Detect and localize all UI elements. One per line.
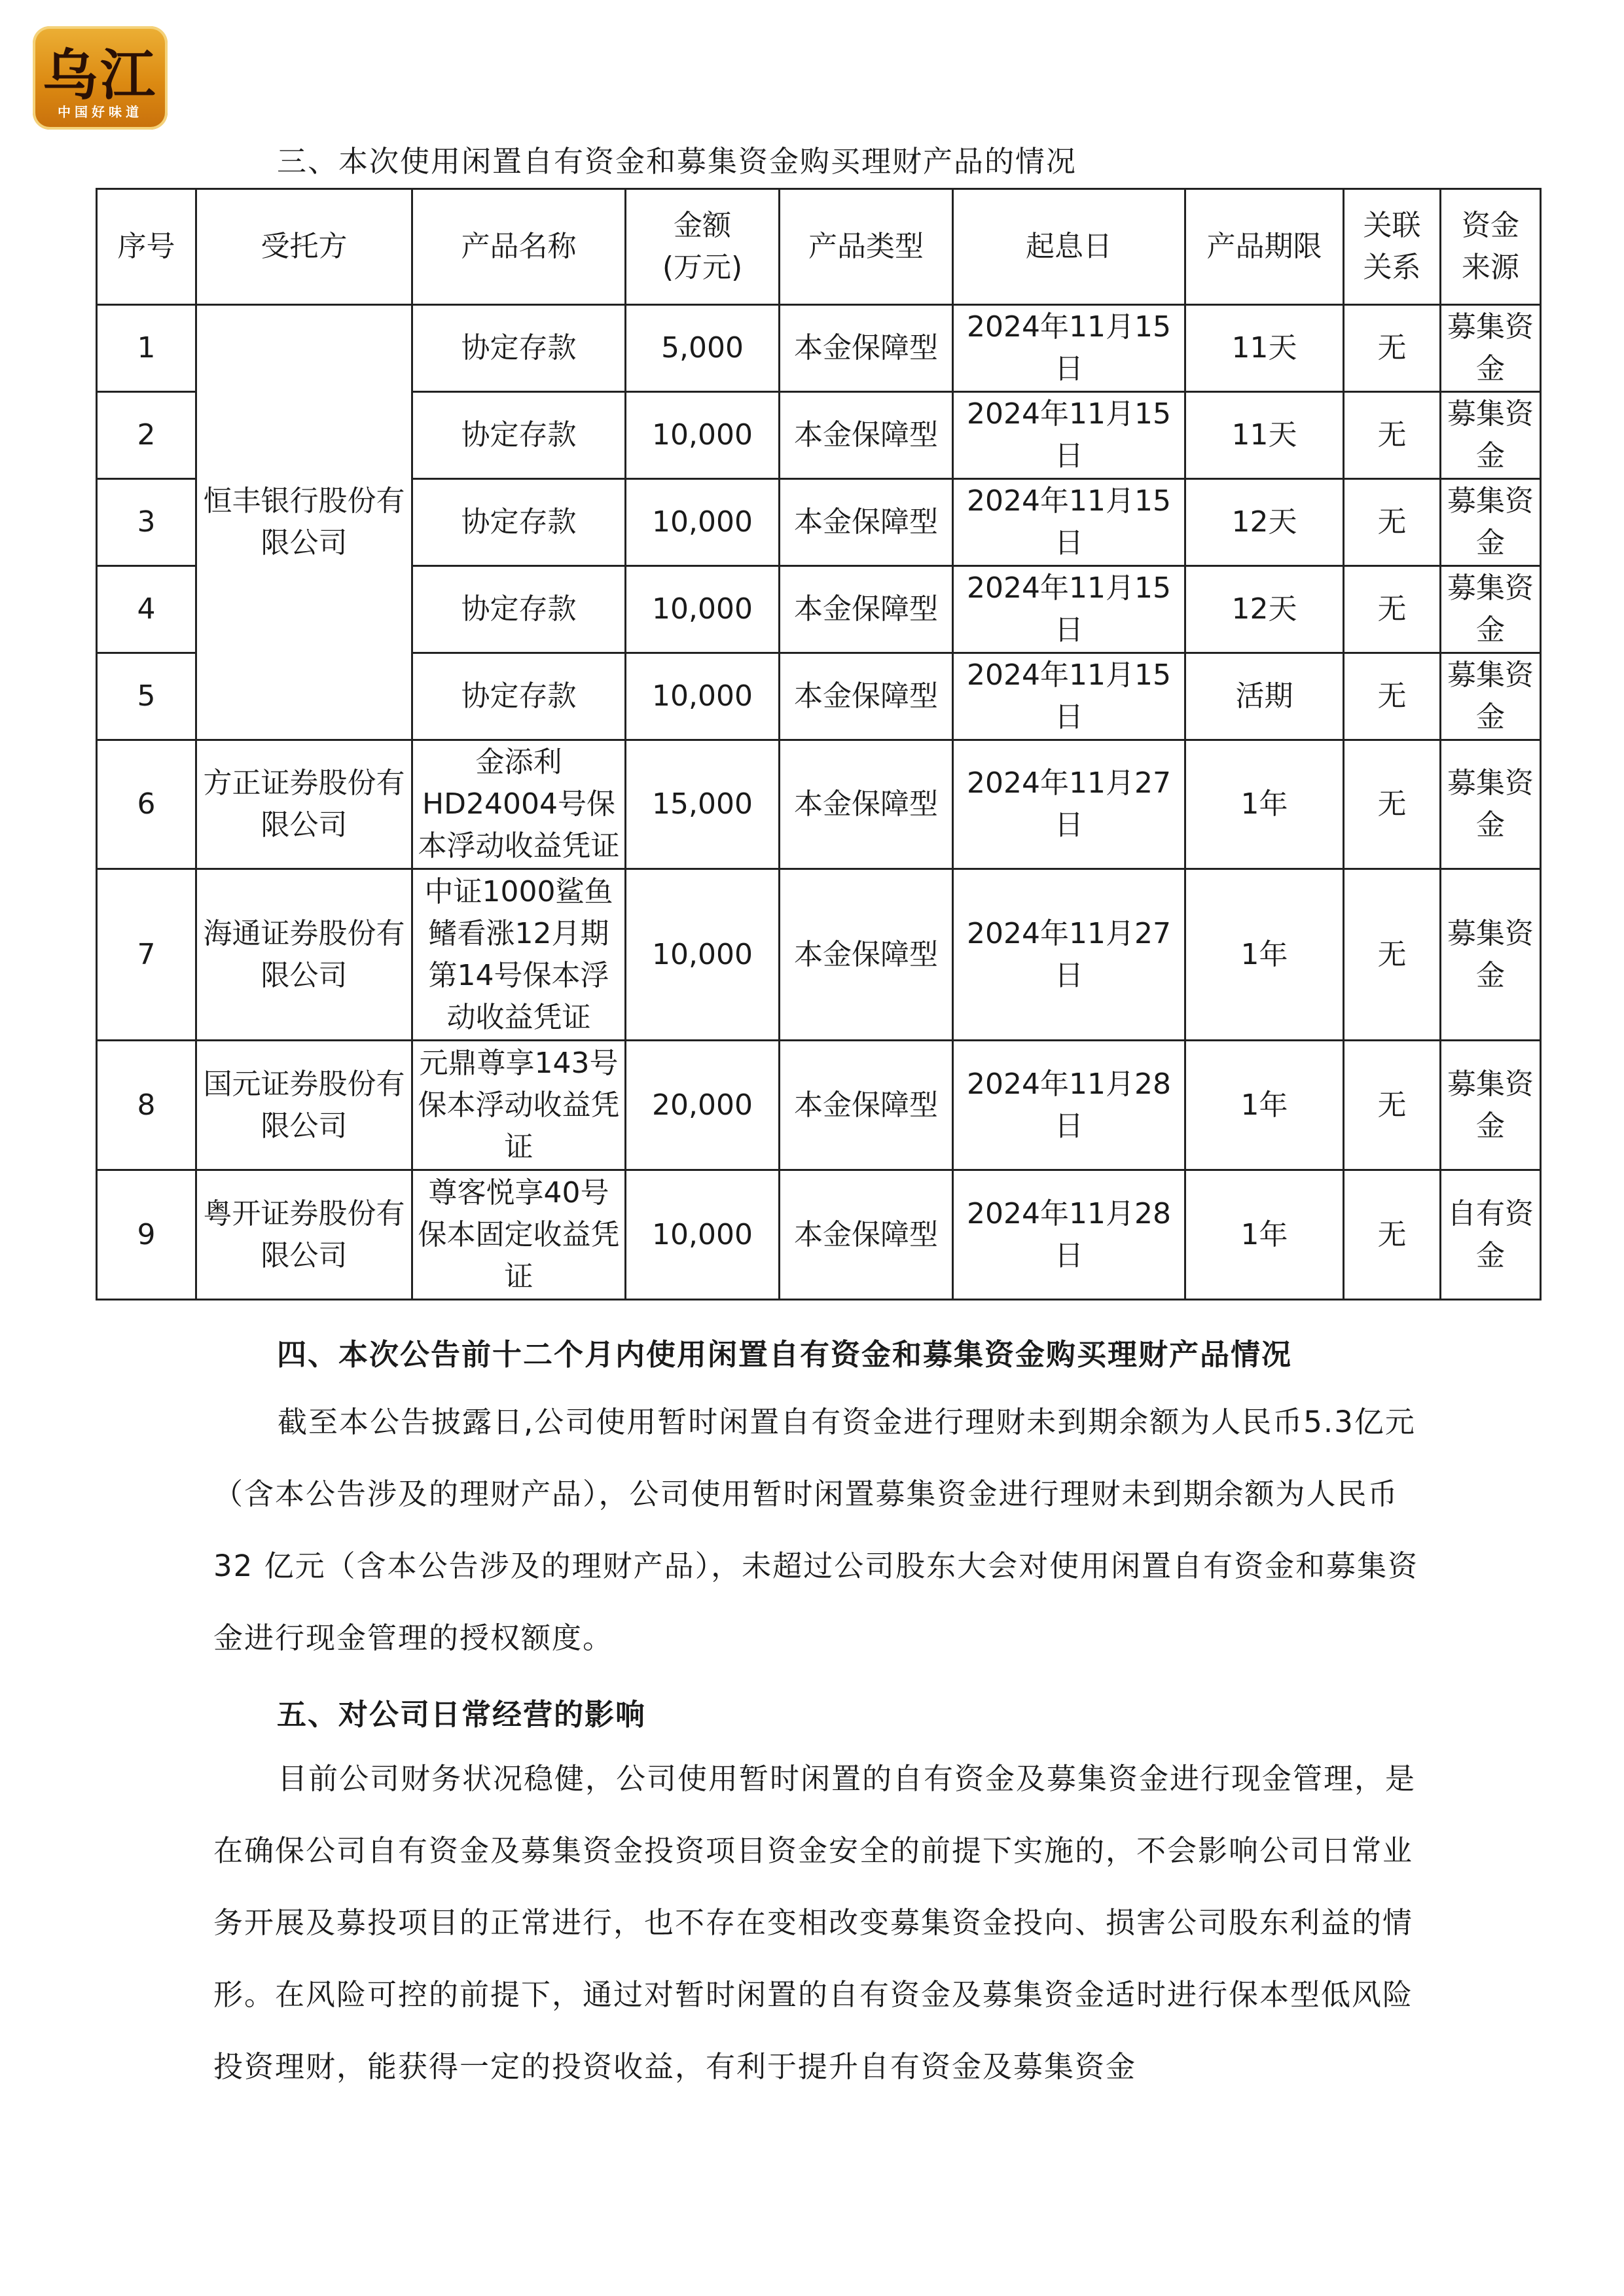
cell-seq: 8 <box>97 1041 196 1170</box>
section-5-title: 五、对公司日常经营的影响 <box>277 1697 647 1732</box>
cell-date: 2024年11月27日 <box>953 869 1185 1041</box>
header-source <box>1441 189 1541 305</box>
cell-related: 无 <box>1344 479 1441 566</box>
cell-product-name: 协定存款 <box>412 305 626 392</box>
cell-date: 2024年11月15日 <box>953 392 1185 479</box>
company-logo <box>33 26 168 130</box>
cell-term: 1年 <box>1185 1041 1344 1170</box>
cell-type: 本金保障型 <box>780 1041 953 1170</box>
cell-product-name: 中证1000鲨鱼鳍看涨12月期第14号保本浮动收益凭证 <box>412 869 626 1041</box>
cell-source: 募集资金 <box>1441 392 1541 479</box>
products-table <box>96 188 1542 1300</box>
cell-product-name: 金添利HD24004号保本浮动收益凭证 <box>412 740 626 869</box>
header-trustee: 受托方 <box>196 189 412 305</box>
cell-seq: 2 <box>97 392 196 479</box>
section-4-title: 四、本次公告前十二个月内使用闲置自有资金和募集资金购买理财产品情况 <box>277 1337 1293 1372</box>
header-product-name: 产品名称 <box>412 189 626 305</box>
cell-term: 1年 <box>1185 740 1344 869</box>
cell-seq: 4 <box>97 566 196 653</box>
cell-type: 本金保障型 <box>780 740 953 869</box>
cell-seq: 7 <box>97 869 196 1041</box>
cell-seq: 9 <box>97 1170 196 1300</box>
cell-trustee: 国元证券股份有限公司 <box>196 1041 412 1170</box>
cell-date: 2024年11月15日 <box>953 566 1185 653</box>
cell-type: 本金保障型 <box>780 566 953 653</box>
cell-seq: 3 <box>97 479 196 566</box>
cell-seq: 6 <box>97 740 196 869</box>
header-product-type: 产品类型 <box>780 189 953 305</box>
cell-date: 2024年11月28日 <box>953 1041 1185 1170</box>
header-related-line1: 关联 <box>1363 209 1421 242</box>
cell-product-name: 元鼎尊享143号保本浮动收益凭证 <box>412 1041 626 1170</box>
table-row <box>97 305 1541 392</box>
table-row <box>97 1041 1541 1170</box>
section-3-title: 三、本次使用闲置自有资金和募集资金购买理财产品的情况 <box>277 144 1077 179</box>
cell-date: 2024年11月15日 <box>953 653 1185 740</box>
cell-related: 无 <box>1344 653 1441 740</box>
cell-date: 2024年11月27日 <box>953 740 1185 869</box>
cell-source: 募集资金 <box>1441 653 1541 740</box>
cell-seq: 5 <box>97 653 196 740</box>
cell-source: 募集资金 <box>1441 566 1541 653</box>
cell-type: 本金保障型 <box>780 1170 953 1300</box>
header-source-line2: 来源 <box>1462 251 1519 284</box>
cell-term: 1年 <box>1185 1170 1344 1300</box>
cell-term: 1年 <box>1185 869 1344 1041</box>
cell-trustee: 恒丰银行股份有限公司 <box>196 305 412 740</box>
cell-term: 11天 <box>1185 305 1344 392</box>
cell-source: 募集资金 <box>1441 740 1541 869</box>
cell-related: 无 <box>1344 1041 1441 1170</box>
cell-product-name: 协定存款 <box>412 566 626 653</box>
header-related-line2: 关系 <box>1363 251 1421 284</box>
table-row <box>97 1170 1541 1300</box>
header-seq: 序号 <box>97 189 196 305</box>
cell-product-name: 协定存款 <box>412 479 626 566</box>
header-term: 产品期限 <box>1185 189 1344 305</box>
header-amount-line2: (万元) <box>662 251 743 284</box>
cell-date: 2024年11月15日 <box>953 305 1185 392</box>
header-start-date: 起息日 <box>953 189 1185 305</box>
cell-product-name: 协定存款 <box>412 392 626 479</box>
table-row <box>97 869 1541 1041</box>
cell-source: 募集资金 <box>1441 305 1541 392</box>
cell-trustee: 粤开证券股份有限公司 <box>196 1170 412 1300</box>
cell-amount: 10,000 <box>626 392 780 479</box>
table-row <box>97 740 1541 869</box>
cell-source: 募集资金 <box>1441 1041 1541 1170</box>
cell-amount: 10,000 <box>626 566 780 653</box>
table-header-row <box>97 189 1541 305</box>
cell-seq: 1 <box>97 305 196 392</box>
cell-source: 自有资金 <box>1441 1170 1541 1300</box>
header-related <box>1344 189 1441 305</box>
cell-amount: 15,000 <box>626 740 780 869</box>
cell-term: 12天 <box>1185 566 1344 653</box>
cell-related: 无 <box>1344 740 1441 869</box>
cell-trustee: 方正证券股份有限公司 <box>196 740 412 869</box>
cell-amount: 20,000 <box>626 1041 780 1170</box>
cell-amount: 5,000 <box>626 305 780 392</box>
logo-brand: 乌江 <box>42 43 158 107</box>
header-source-line1: 资金 <box>1462 209 1519 242</box>
cell-type: 本金保障型 <box>780 869 953 1041</box>
cell-related: 无 <box>1344 305 1441 392</box>
cell-related: 无 <box>1344 566 1441 653</box>
cell-date: 2024年11月28日 <box>953 1170 1185 1300</box>
cell-type: 本金保障型 <box>780 653 953 740</box>
header-amount-line1: 金额 <box>674 209 731 242</box>
cell-type: 本金保障型 <box>780 392 953 479</box>
cell-product-name: 协定存款 <box>412 653 626 740</box>
cell-type: 本金保障型 <box>780 479 953 566</box>
section-5-body: 目前公司财务状况稳健，公司使用暂时闲置的自有资金及募集资金进行现金管理，是在确保公司自有资金及募集资金投资项目资金安全的前提下实施的，不会影响公司日常业务开展及募投项目的正常进行，也不存在变相改变募集资金投向、损害公司股东利益的情形。在风险可控的前提下，通过对暂时闲置的自有资金及募集资金适时进行保本型低风险投资理财，能获得一定的投资收益，有利于提升自有资金及募集资金 <box>213 1761 1416 2084</box>
cell-related: 无 <box>1344 869 1441 1041</box>
header-amount <box>626 189 780 305</box>
cell-source: 募集资金 <box>1441 479 1541 566</box>
cell-product-name: 尊客悦享40号保本固定收益凭证 <box>412 1170 626 1300</box>
cell-source: 募集资金 <box>1441 869 1541 1041</box>
section-4-body: 截至本公告披露日,公司使用暂时闲置自有资金进行理财未到期余额为人民币5.3亿元（含本公告涉及的理财产品），公司使用暂时闲置募集资金进行理财未到期余额为人民币 32 亿元（含本公告涉及的理财产品），未超过公司股东大会对使用闲置自有资金和募集资金进行现金管理的授权额度。 <box>213 1405 1419 1655</box>
cell-amount: 10,000 <box>626 479 780 566</box>
cell-term: 12天 <box>1185 479 1344 566</box>
cell-term: 活期 <box>1185 653 1344 740</box>
cell-type: 本金保障型 <box>780 305 953 392</box>
cell-date: 2024年11月15日 <box>953 479 1185 566</box>
cell-amount: 10,000 <box>626 653 780 740</box>
cell-amount: 10,000 <box>626 1170 780 1300</box>
logo-slogan: 中国好味道 <box>58 104 143 120</box>
cell-related: 无 <box>1344 392 1441 479</box>
cell-trustee: 海通证券股份有限公司 <box>196 869 412 1041</box>
cell-term: 11天 <box>1185 392 1344 479</box>
cell-related: 无 <box>1344 1170 1441 1300</box>
cell-amount: 10,000 <box>626 869 780 1041</box>
